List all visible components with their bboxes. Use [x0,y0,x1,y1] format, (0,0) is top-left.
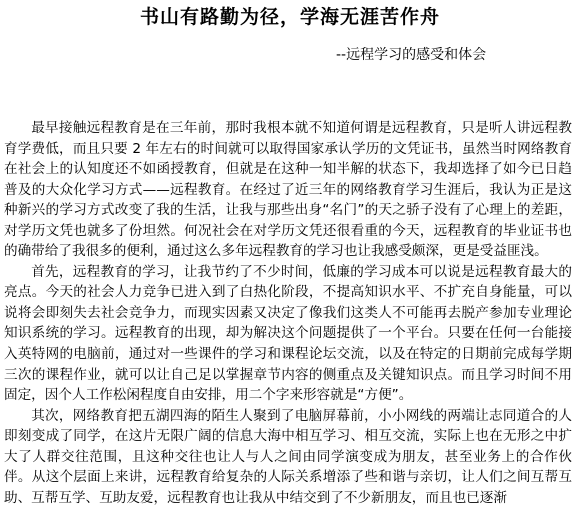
paragraph-2: 首先，远程教育的学习，让我节约了不少时间，低廉的学习成本可以说是远程教育最大的亮点。今天的社会人力竞争已进入到了白热化阶段，不提高知识水平、不扩充自身能量，可以说将会即刻失去社会竞争力，而现实因素又决定了像我们这类人不可能再去脱产参加专业理论知识系统的学习。远程教育的出现，却为解决这个问题提供了一个平台。只要在任何一台能接入英特网的电脑前，通过对一些课件的学习和课程论坛交流，以及在特定的日期前完成每学期三次的课程作业，就可以让自己足以掌握章节内容的侧重点及关键知识点。而且学习时间不用固定，因个人工作松闲程度自由安排，用二个字来形容就是“方便”。 [4,263,572,404]
document-title: 书山有路勤为径，学海无涯苦作舟 [139,6,440,28]
paragraph-1: 最早接触远程教育是在三年前，那时我根本就不知道何谓是远程教育，只是听人讲远程教育学费低，而且只要 2 年左右的时间就可以取得国家承认学历的文凭证书，虽然当时网络教育在社会上的认知度还不如函授教育，但就是在这种一知半解的状态下，我却选择了如今已日趋普及的大众化学习方式——远程教育。在经过了近三年的网络教育学习生涯后，我认为正是这种新兴的学习方式改变了我的生活，让我与那些出身“名门”的天之骄子没有了心理上的差距，对学历文凭也就多了份坦然。何况社会在对学历文凭还很看重的今天，远程教育的毕业证书也的确带给了我很多的便利，通过这么多年远程教育的学习也让我感受颇深，更是受益匪浅。 [4,120,572,260]
document-subtitle: --远程学习的感受和体会 [336,47,487,63]
document-body [4,118,572,508]
paragraph-3: 其次，网络教育把五湖四海的陌生人聚到了电脑屏幕前，小小网线的两端让志同道合的人即刻变成了同学，在这片无限广阔的信息大海中相互学习、相互交流，实际上也在无形之中扩大了人群交往范围，且这种交往也让人与人之间由同学演变成为朋友，甚至业务上的合作伙伴。从这个层面上来讲，远程教育给复杂的人际关系增添了些和谐与亲切，让人们之间互帮互助、互帮互学、互助友爱，远程教育也让我从中结交到了不少新朋友，而且也已逐渐 [4,407,572,506]
